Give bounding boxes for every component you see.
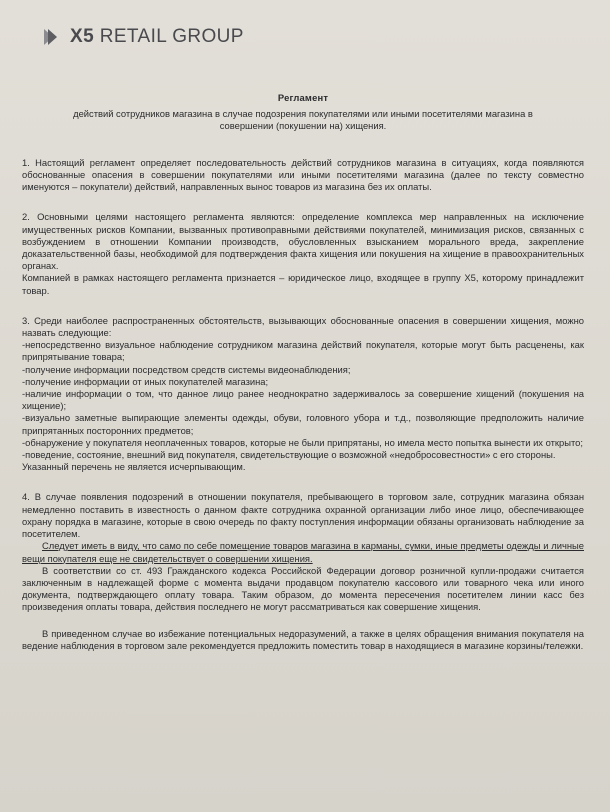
paragraph-3	[22, 315, 584, 474]
paragraph-4-underlined: Следует иметь в виду, что само по себе помещение товаров магазина в карманы, сумки, иные предметы одежды и личные вещи покупателя еще не свидетельствует о совершении хищения.	[22, 540, 584, 564]
paragraph-4-text: 4. В случае появления подозрений в отношении покупателя, пребывающего в торговом зале, сотрудник магазина обязан немедленно поставить в известность о данном факте сотрудника охранной организации либо иное лицо, обеспечивающее охрану порядка в магазине, которые в свою очередь по факту поступления информации обязаны организовать наблюдение за посетителем.	[22, 491, 584, 540]
paragraph-4	[22, 491, 584, 613]
paragraph-1: 1. Настоящий регламент определяет последовательность действий сотрудников магазина в ситуациях, когда появляются обоснованные опасения в совершении покупателями или иными посетителями магазина (далее по тексту совместно именуются – покупатели) действий, направленных вынос товаров из магазина без их оплаты.	[22, 156, 584, 193]
company-logo	[42, 22, 584, 52]
list-item: -визуально заметные выпирающие элементы одежды, обуви, головного убора и т.д., позволяющие предположить наличие припрятанных посторонних предметов;	[22, 412, 584, 436]
document-subtitle: действий сотрудников магазина в случае подозрения покупателями или иными посетителями магазина в совершении (покушении на) хищения.	[73, 108, 533, 132]
x5-logo-icon	[42, 26, 64, 48]
list-item: -получение информации посредством средств системы видеонаблюдения;	[22, 363, 351, 375]
paragraph-2: 2. Основными целями настоящего регламента являются: определение комплекса мер направленных на исключение имущественных рисков Компании, вызванных противоправными действиями покупателей, минимизация рисков, связанных с возбуждением в отношении Компании производств, обусловленных взысканием морального вреда, закрепление доказательственной базы, необходимой для подтверждения факта хищения или покушения на хищение в правоохранительных органах.	[22, 211, 584, 272]
list-item: -обнаружение у покупателя неоплаченных товаров, которые не были припрятаны, но имела место попытка вынести их открыто;	[22, 436, 583, 448]
paragraph-3-end: Указанный перечень не является исчерпывающим.	[22, 461, 246, 473]
list-item: -непосредственно визуальное наблюдение сотрудником магазина действий покупателя, которые могут быть расценены, как припрятывание товара;	[22, 339, 584, 363]
logo-text: X5 RETAIL GROUP	[70, 26, 244, 47]
paragraph-5: В приведенном случае во избежание потенциальных недоразумений, а также в целях обращения внимания покупателя на ведение наблюдения в торговом зале рекомендуется предложить поместить товар в находящиеся в магазине корзины/тележки.	[22, 627, 584, 651]
document-title: Регламент	[277, 92, 329, 103]
paragraph-2-company: Компанией в рамках настоящего регламента признается – юридическое лицо, входящее в группу X5, которому принадлежит товар.	[22, 272, 584, 296]
document-body	[22, 157, 584, 652]
list-item: -поведение, состояние, внешний вид покупателя, свидетельствующие о возможной «недобросовестности» с его стороны.	[22, 449, 556, 461]
list-item: -получение информации от иных покупателей магазина;	[22, 375, 269, 387]
paragraph-4-law: В соответствии со ст. 493 Гражданского кодекса Российской Федерации договор розничной купли-продажи считается заключенным в надлежащей форме с момента выдачи продавцом покупателю кассового или товарного чека или иного документа, подтверждающего оплату товара. Таким образом, до момента пересечения посетителем линии касс без произведения оплаты товара, действия последнего не могут рассматриваться как совершение хищения.	[22, 564, 584, 613]
paragraph-3-intro: 3. Среди наиболее распространенных обстоятельств, вызывающих обоснованные опасения в совершении хищения, можно назвать следующие:	[22, 314, 584, 339]
list-item: -наличие информации о том, что данное лицо ранее неоднократно задерживалось за совершение хищений (покушения на хищение);	[22, 388, 584, 412]
